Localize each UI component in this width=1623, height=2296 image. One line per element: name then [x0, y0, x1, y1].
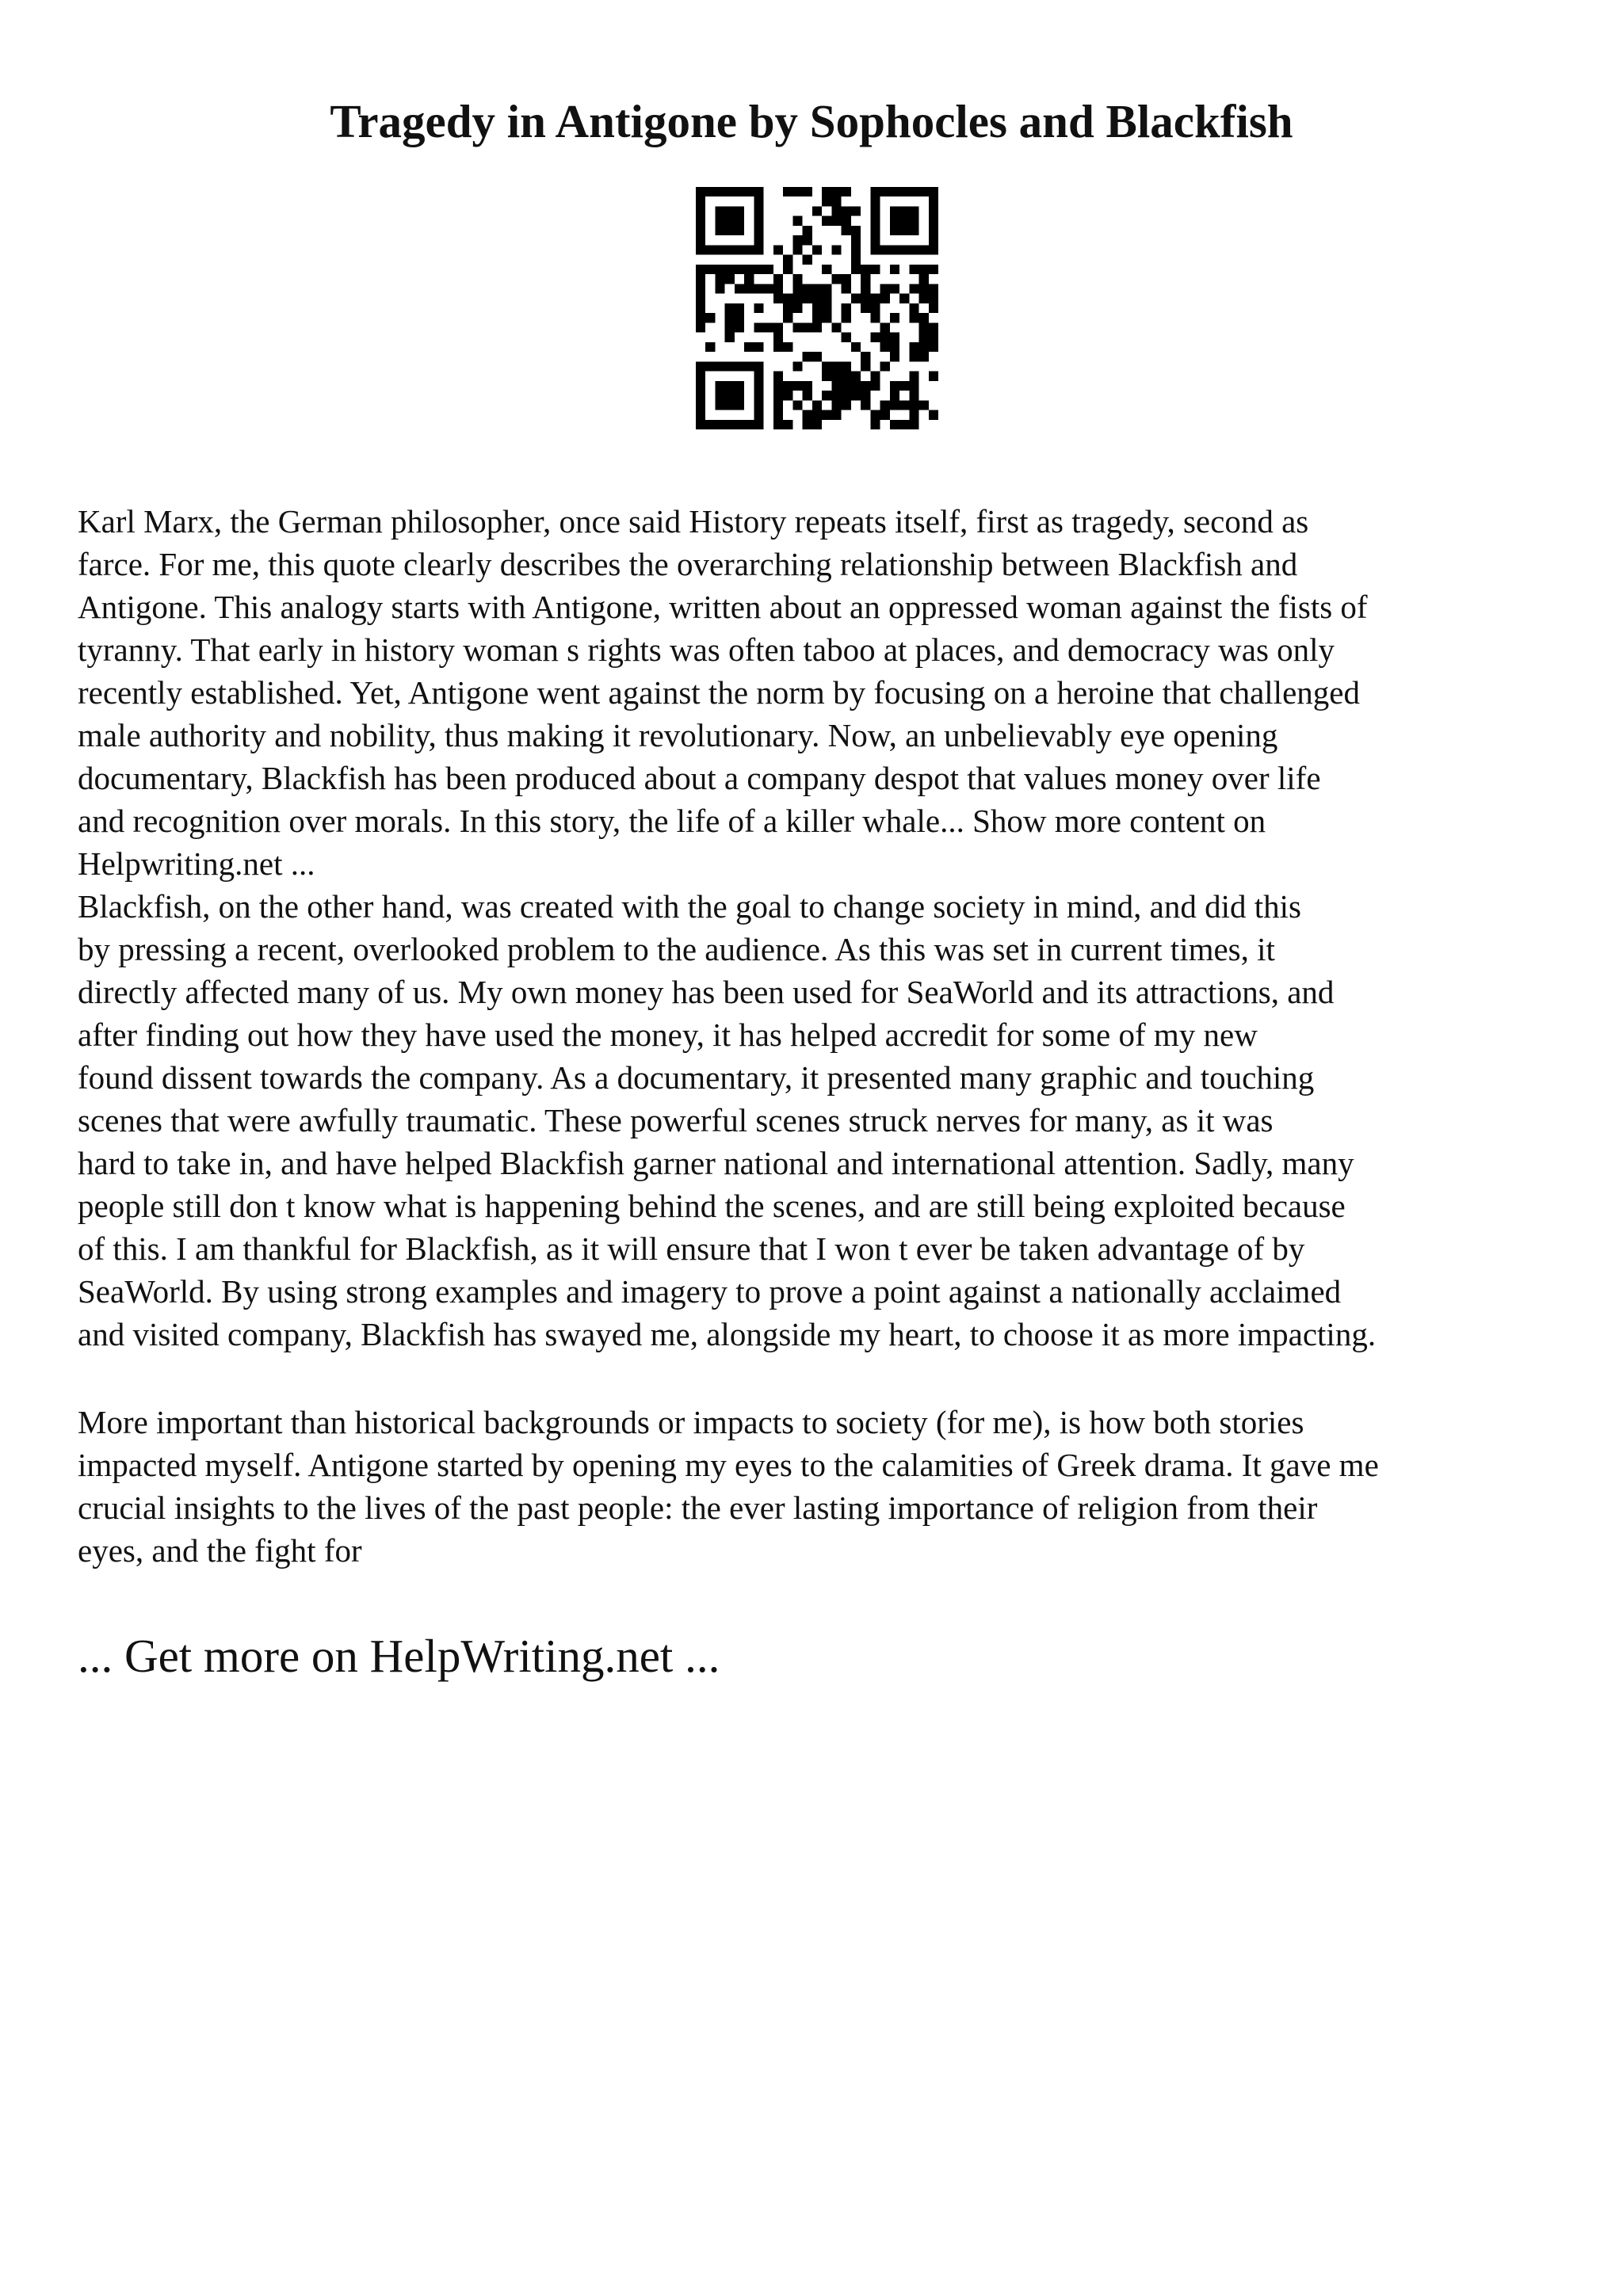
paragraph-1-line-3: Antigone. This analogy starts with Antigone, written about an oppressed woman against the fists of: [78, 589, 1368, 625]
paragraph-1-line-6: male authority and nobility, thus making it revolutionary. Now, an unbelievably eye opening: [78, 717, 1278, 753]
paragraph-2-line-9: of this. I am thankful for Blackfish, as it will ensure that I won t ever be taken advantage of by: [78, 1230, 1305, 1267]
paragraph-2-line-11: and visited company, Blackfish has swayed me, alongside my heart, to choose it as more impacting.: [78, 1316, 1377, 1352]
paragraph-2-line-10: SeaWorld. By using strong examples and imagery to prove a point against a nationally acclaimed: [78, 1273, 1342, 1310]
paragraph-2-line-2: by pressing a recent, overlooked problem to the audience. As this was set in current times, it: [78, 931, 1275, 967]
paragraph-3-line-3: crucial insights to the lives of the past people: the ever lasting importance of religion from their: [78, 1489, 1318, 1526]
paragraph-1-line-8: and recognition over morals. In this story, the life of a killer whale... Show more content on: [78, 803, 1266, 839]
paragraph-2-line-5: found dissent towards the company. As a documentary, it presented many graphic and touching: [78, 1059, 1315, 1096]
paragraph-2-line-8: people still don t know what is happening behind the scenes, and are still being exploited because: [78, 1188, 1346, 1224]
paragraph-2-line-6: scenes that were awfully traumatic. These powerful scenes struck nerves for many, as it was: [78, 1102, 1274, 1138]
paragraph-1-line-4: tyranny. That early in history woman s rights was often taboo at places, and democracy was only: [78, 631, 1335, 668]
get-more-link[interactable]: ... Get more on HelpWriting.net ...: [78, 1630, 720, 1682]
paragraph-1-line-5: recently established. Yet, Antigone went against the norm by focusing on a heroine that challenged: [78, 674, 1360, 711]
paragraph-3-line-1: More important than historical backgrounds or impacts to society (for me), is how both stories: [78, 1404, 1304, 1440]
paragraph-1-line-1: Karl Marx, the German philosopher, once said History repeats itself, first as tragedy, second as: [78, 503, 1309, 540]
paragraph-1-line-2: farce. For me, this quote clearly describes the overarching relationship between Blackfish and: [78, 546, 1298, 582]
paragraph-2-line-7: hard to take in, and have helped Blackfish garner national and international attention. Sadly, many: [78, 1145, 1354, 1181]
paragraph-2-line-4: after finding out how they have used the money, it has helped accredit for some of my new: [78, 1016, 1258, 1053]
document-title: Tragedy in Antigone by Sophocles and Blackfish: [330, 95, 1293, 147]
paragraph-2-line-1: Blackfish, on the other hand, was created with the goal to change society in mind, and did this: [78, 888, 1301, 925]
paragraph-3-line-2: impacted myself. Antigone started by opening my eyes to the calamities of Greek drama. It gave me: [78, 1447, 1379, 1483]
paragraph-2-line-3: directly affected many of us. My own money has been used for SeaWorld and its attractions, and: [78, 974, 1335, 1010]
paragraph-3-line-4: eyes, and the fight for: [78, 1532, 362, 1569]
paragraph-1-line-7: documentary, Blackfish has been produced about a company despot that values money over life: [78, 760, 1321, 796]
paragraph-1-line-9: Helpwriting.net ...: [78, 845, 315, 882]
qr-code-icon: [696, 187, 938, 429]
